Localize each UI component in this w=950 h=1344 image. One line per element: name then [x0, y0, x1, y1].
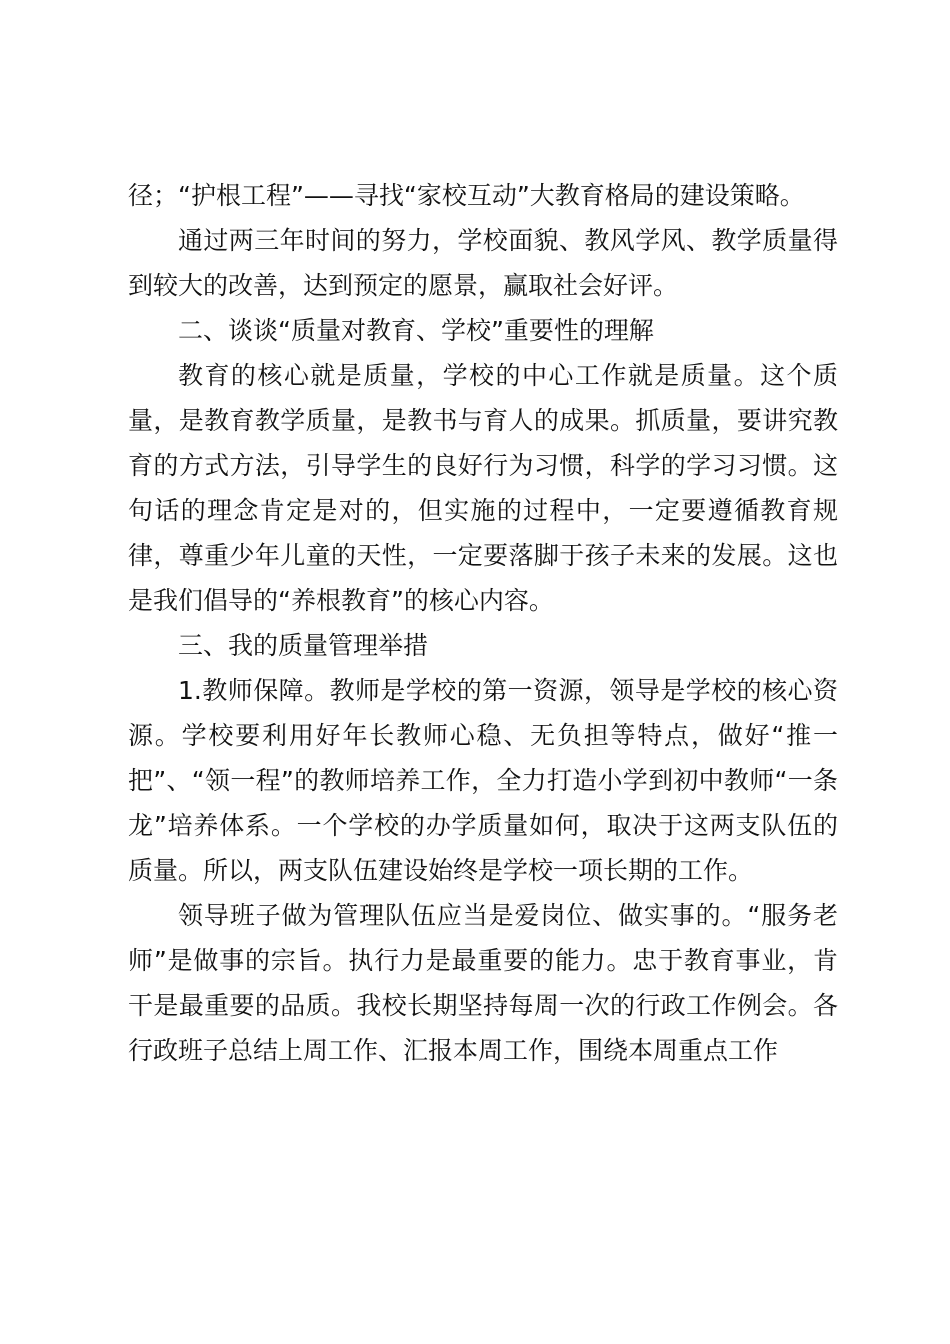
paragraph-quality-core: 教育的核心就是质量，学校的中心工作就是质量。这个质量，是教育教学质量，是教书与育人的成果。抓质量，要讲究教育的方式方法，引导学生的良好行为习惯，科学的学习习惯。这句话的理念肯定是对的，但实施的过程中，一定要遵循教育规律，尊重少年儿童的天性，一定要落脚于孩子未来的发展。这也是我们倡导的“养根教育”的核心内容。 [128, 361, 838, 615]
paragraph-outcome: 通过两三年时间的努力，学校面貌、教风学风、教学质量得到较大的改善，达到预定的愿景，赢取社会好评。 [128, 226, 838, 300]
paragraph-continuation: 径；“护根工程”——寻找“家校互动”大教育格局的建设策略。 [128, 181, 805, 210]
document-body [128, 173, 838, 1073]
section-heading-3: 三、我的质量管理举措 [178, 631, 429, 660]
paragraph-teacher-guarantee: 1.教师保障。教师是学校的第一资源，领导是学校的核心资源。学校要利用好年长教师心稳、无负担等特点，做好“推一把”、“领一程”的教师培养工作，全力打造小学到初中教师“一条龙”培养体系。一个学校的办学质量如何，取决于这两支队伍的质量。所以，两支队伍建设始终是学校一项长期的工作。 [128, 676, 838, 885]
section-heading-2: 二、谈谈“质量对教育、学校”重要性的理解 [178, 316, 654, 345]
paragraph-leadership: 领导班子做为管理队伍应当是爱岗位、做实事的。“服务老师”是做事的宗旨。执行力是最重要的能力。忠于教育事业，肯干是最重要的品质。我校长期坚持每周一次的行政工作例会。各行政班子总结上周工作、汇报本周工作，围绕本周重点工作 [128, 901, 838, 1065]
